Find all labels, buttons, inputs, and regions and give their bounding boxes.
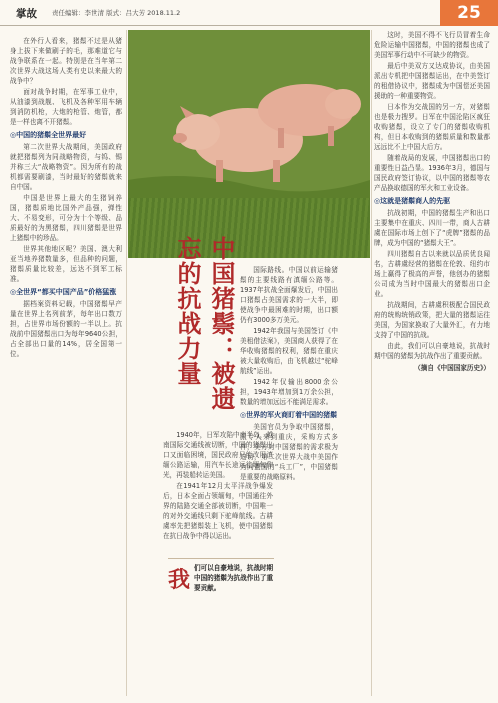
paragraph: 在1941年12月太平洋战争爆发后，日本全面占领缅甸，中国通往外界的陆路交通全部被切断，中国唯一的对外交通线只剩下驼峰航线。古耕虞率先把猪鬃装上飞机，使中国猪鬃在抗日战争中得以运出。 [163, 482, 273, 540]
paragraph: 日本作为交战国的另一方，对猪鬃也是极力搜罗。日军在中国沦陷区疯狂收购猪鬃，设立了专门的猪鬃收购机构，但日本收购到的猪鬃质量和数量都远远比不上中国大后方。 [374, 103, 490, 151]
pig-photo [128, 30, 370, 258]
paragraph: 1942年我国与美国签订《中美租借法案》，美国商人获得了在华收购猪鬃的权利，猪鬃在重庆被大量收购后，由飞机越过“驼峰航线”运出。 [240, 327, 338, 375]
pull-quote-text: 们可以自豪地说，抗战时期中国的猪鬃为抗战作出了重要贡献。 [194, 564, 274, 592]
paragraph: 抗战期间，古耕虞积极配合国民政府的统购统销政策，把大量的猪鬃运往美国，为国家换取了大量外汇，有力地支持了中国的抗战。 [374, 301, 490, 339]
pull-quote [168, 558, 274, 622]
paragraph: 1940年，日军攻陷中南半岛，越南国际交通线被切断，中国的猪鬃出口又面临困境，国民政府只能改用滇缅公路运输，用汽车长途运往缅甸仰光，再装船转运美国。 [163, 431, 273, 479]
article-column-1 [10, 36, 122, 696]
paragraph: 世界其他地区呢？美国、澳大利亚当地养猪数量多，但品种的问题，猪鬃质量比较差，远达不到军工标准。 [10, 245, 122, 283]
paragraph: 面对战争时期，在军事工业中，从油漆到战舰、飞机及各种军用车辆到消防机枪，大炮的枪管、炮管，都是一样也离不开猪鬃。 [10, 88, 122, 126]
article-source: （摘自《中国国家历史》） [414, 364, 490, 372]
page-number-badge: 25 [440, 0, 498, 26]
page-header [0, 0, 498, 26]
section-heading: ◎世界的军火商盯着中国的猪鬃 [240, 411, 338, 419]
paragraph: 中国是世界上最大的生猪饲养国，猪鬃质地比国外产品强，弹性大、不易变形，可分为十个等级、品质最好的为黑猪鬃，四川猪鬃是世界上猪鬃中的珍品。 [10, 194, 122, 242]
paragraph: 国际路线。中国以前运输猪鬃的主要线路有滇缅公路等。1937年抗战全面爆发后，中国出口猪鬃占美国需求的一大半，即使战争中最困难的时期，出口额仍有3000多万美元。 [240, 266, 338, 324]
designer-credit: 版式：吕大芳 [106, 9, 146, 17]
paragraph: 在外行人看来，猪鬃不过是从猪身上拔下来做刷子的毛，那难道它与战争联系在一起。特别是在当年第二次世界大战这场人类有史以来最大的战争中？ [10, 37, 122, 85]
article-headline: 中国猪鬃：被遗忘的抗战力量 [173, 236, 236, 411]
paragraph: 抗战初期，中国的猪鬃生产和出口主要集中在重庆、四川一带，商人古耕虞在国际市场上创下了“虎牌”猪鬃的品牌，成为中国的“猪鬃大王”。 [374, 209, 490, 247]
paragraph: 最后中美双方又达成协议，由美国派出专机把中国猪鬃运出，在中美签订的租借协议中，猪鬃成为中国偿还美国援助的一种重要物资。 [374, 62, 490, 100]
issue-date: 2018.11.2 [147, 9, 181, 17]
section-heading: ◎全世界“都买中国产品”价格猛涨 [10, 288, 117, 296]
section-title: 掌故 [16, 8, 37, 20]
section-heading: ◎中国的猪鬃全世界最好 [10, 131, 87, 139]
pull-quote-initial: 我 [168, 567, 191, 593]
paragraph: 美国官员为争取中国猪鬃，派专人来到重庆，采购方式多样，美方对中国猪鬃的需求极为迫切，第二次世界大战中美国作为同盟国的“兵工厂”，中国猪鬃是重要的战略原料。 [240, 423, 338, 481]
paragraph: 据档案资料记载，中国猪鬃早产量在世界上名列前茅，每年出口数万担，占世界市场份额的一半以上。抗战前中国猪鬃出口为每年9640公担，占全部出口量的14%，居全国第一位。 [10, 300, 122, 358]
paragraph: 第二次世界大战期间，美国政府就把猪鬃列为同战略物资，与钨、锡并称三大“战略物资”。因为所有的战机都需要刷漆，当时最好的猪鬃就来自中国。 [10, 143, 122, 191]
paragraph: 四川猪鬃自古以来就以品质优良闻名，古耕虞经营的猪鬃在伦敦、纽约市场上赢得了极高的声誉，他创办的猪鬃公司成为当时中国最大的猪鬃出口企业。 [374, 250, 490, 298]
section-heading: ◎这就是猪鬃商人的先驱 [374, 197, 451, 205]
header-meta [52, 8, 180, 17]
column-divider [371, 30, 372, 696]
paragraph: 1942年仅输出8000余公担，1943年增加到1万余公担，数量的增加远远不能满足需求。 [240, 378, 338, 406]
paragraph: 随着战局的发展，中国猪鬃出口的重要性日益凸显。1936年3月，德国与国民政府签订协议，以中国的猪鬃等农产品换取德国的军火和工业设备。 [374, 154, 490, 192]
paragraph: 这时，美国不得不飞行员冒着生命危险运输中国猪鬃，中国的猪鬃也成了美国军事行动中不可缺少的物资。 [374, 31, 490, 59]
article-column-4 [374, 30, 490, 696]
grass-texture [128, 198, 370, 258]
editor-credit: 责任编辑：李世清 [52, 9, 104, 17]
column-divider [126, 30, 127, 696]
paragraph: 由此，我们可以自豪地说，抗战时期中国的猪鬃为抗战作出了重要贡献。 [374, 342, 490, 360]
